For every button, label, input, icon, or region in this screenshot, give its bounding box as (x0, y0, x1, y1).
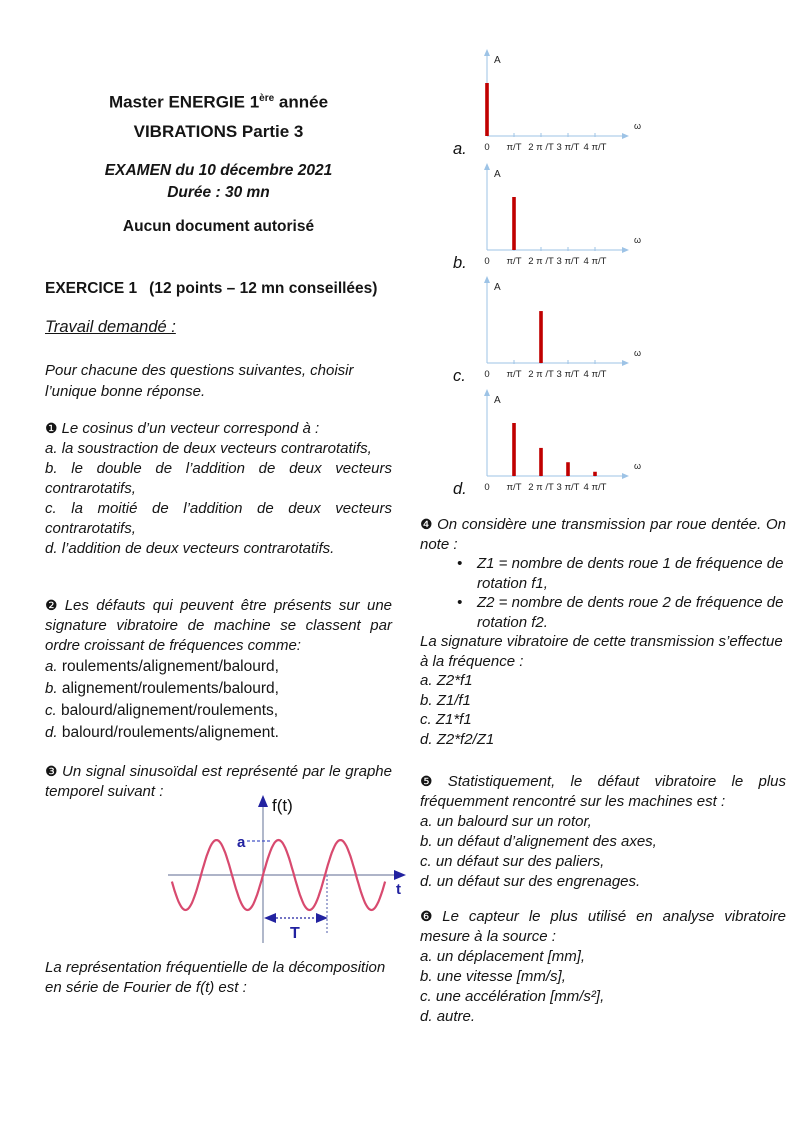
svg-text:0: 0 (484, 482, 490, 493)
time-label: t (396, 881, 401, 898)
question-2-option-c: c. balourd/alignement/roulements, (45, 702, 279, 719)
svg-text:2 π /T: 2 π /T (528, 482, 554, 493)
figure-label-c: c. (453, 367, 466, 385)
spectrum-chart-b (420, 154, 786, 272)
question-2 (45, 595, 392, 744)
exercise-label: EXERCICE 1 (45, 280, 138, 297)
question-3-number: ❸ (45, 763, 58, 779)
svg-text:ω: ω (634, 461, 642, 471)
question-6-option-d: d. autre. (420, 1008, 476, 1025)
question-4-option-a: a. Z2*f1 (420, 672, 473, 689)
intro-paragraph: Pour chacune des questions suivantes, choisir l’unique bonne réponse. (45, 362, 354, 400)
question-1-stem: ❶ Le cosinus d’un vecteur correspond à : (45, 420, 320, 437)
signal-title: f(t) (272, 796, 293, 815)
question-1-option-b: b. le double de l’addition de deux vecteurs contrarotatifs, (45, 460, 392, 497)
exam-info (45, 160, 392, 204)
question-6-option-b: b. une vitesse [mm/s], (420, 968, 566, 985)
svg-text:2 π /T: 2 π /T (528, 142, 554, 153)
svg-text:0: 0 (484, 142, 490, 153)
svg-text:4 π/T: 4 π/T (583, 256, 607, 267)
document-title (45, 84, 392, 146)
question-4-definitions (420, 554, 786, 632)
period-label: T (290, 925, 300, 942)
question-1-option-c: c. la moitié de l’addition de deux vecteurs contrarotatifs, (45, 500, 392, 537)
svg-text:π/T: π/T (506, 482, 522, 493)
svg-text:3 π/T: 3 π/T (556, 256, 580, 267)
svg-text:0: 0 (484, 369, 490, 380)
question-1-option-a: a. la soustraction de deux vecteurs contrarotatifs, (45, 440, 372, 457)
question-4-continuation: La signature vibratoire de cette transmission s’effectue à la fréquence : (420, 633, 783, 670)
question-5-number: ❺ (420, 773, 444, 789)
right-column (420, 0, 786, 1123)
amplitude-label: a (237, 834, 246, 851)
question-5-stem: ❺ Statistiquement, le défaut vibratoire le plus fréquemment rencontré sur les machines est : (420, 773, 786, 810)
period-arrow-right (316, 913, 328, 923)
question-2-option-a: a. roulements/alignement/balourd, (45, 658, 279, 675)
left-column (45, 0, 401, 1123)
svg-text:4 π/T: 4 π/T (583, 369, 607, 380)
title-line-2: VIBRATIONS Partie 3 (133, 121, 304, 141)
exam-date: EXAMEN du 10 décembre 2021 (104, 162, 333, 179)
svg-text:π/T: π/T (506, 369, 522, 380)
question-1-number: ❶ (45, 420, 58, 436)
title-line-1: Master ENERGIE 1ère année (108, 92, 329, 112)
svg-text:A: A (494, 55, 501, 66)
spectrum-figure-a (420, 40, 786, 158)
spectrum-figure-d (420, 380, 786, 498)
question-5-option-c: c. un défaut sur des paliers, (420, 853, 605, 870)
time-axis-arrow (394, 870, 406, 880)
exercise-points: (12 points – 12 mn conseillées) (149, 280, 378, 297)
question-5-option-b: b. un défaut d’alignement des axes, (420, 833, 657, 850)
question-5-option-d: d. un défaut sur des engrenages. (420, 873, 641, 890)
svg-text:ω: ω (634, 121, 642, 131)
question-6-option-a: a. un déplacement [mm], (420, 948, 586, 965)
question-3-closing: La représentation fréquentielle de la décomposition en série de Fourier de f(t) est : (45, 959, 386, 996)
question-4-option-d: d. Z2*f2/Z1 (420, 730, 495, 748)
svg-text:ω: ω (634, 348, 642, 358)
definition-z1: • Z1 = nombre de dents roue 1 de fréquence de rotation f1, (420, 554, 786, 593)
exam-duration: Durée : 30 mn (167, 184, 270, 201)
question-6 (420, 906, 786, 1027)
question-4-stem: ❹ On considère une transmission par roue dentée. On note : (420, 516, 786, 553)
spectrum-figure-c (420, 267, 786, 385)
svg-text:2 π /T: 2 π /T (528, 256, 554, 267)
spectrum-chart-c (420, 267, 786, 385)
time-signal-figure (100, 795, 420, 955)
question-1-option-d: d. l’addition de deux vecteurs contrarotatifs. (45, 540, 335, 557)
exercise-heading (45, 280, 392, 298)
question-2-number: ❷ (45, 597, 61, 613)
question-4 (420, 515, 786, 749)
question-4-option-c: c. Z1*f1 (420, 711, 472, 728)
svg-text:3 π/T: 3 π/T (556, 482, 580, 493)
question-2-stem: ❷ Les défauts qui peuvent être présents sur une signature vibratoire de machine se classent par ordre croissant de fréquences comme: (45, 597, 392, 654)
period-arrow-left (264, 913, 276, 923)
svg-text:π/T: π/T (506, 142, 522, 153)
figure-label-a: a. (453, 140, 467, 158)
question-4-number: ❹ (420, 516, 434, 532)
svg-text:4 π/T: 4 π/T (583, 142, 607, 153)
question-6-stem: ❻ Le capteur le plus utilisé en analyse vibratoire mesure à la source : (420, 908, 786, 945)
question-6-number: ❻ (420, 908, 439, 924)
spectrum-figure-b (420, 154, 786, 272)
svg-text:ω: ω (634, 235, 642, 245)
spectrum-chart-d (420, 380, 786, 498)
svg-text:A: A (494, 395, 501, 406)
question-2-option-b: b. alignement/roulements/balourd, (45, 680, 279, 697)
svg-text:3 π/T: 3 π/T (556, 142, 580, 153)
question-3-stem: ❸ Un signal sinusoïdal est représenté par le graphe temporel suivant : (45, 763, 392, 800)
figure-label-d: d. (453, 480, 467, 498)
question-5-option-a: a. un balourd sur un rotor, (420, 813, 592, 830)
question-4-option-b: b. Z1/f1 (420, 691, 471, 709)
title-superscript: ère (259, 93, 275, 104)
spectrum-chart-a (420, 40, 786, 158)
svg-text:2 π /T: 2 π /T (528, 369, 554, 380)
svg-text:π/T: π/T (506, 256, 522, 267)
svg-text:A: A (494, 282, 501, 293)
svg-text:3 π/T: 3 π/T (556, 369, 580, 380)
amplitude-axis-arrow (258, 795, 268, 807)
question-1 (45, 418, 392, 559)
question-2-option-d: d. balourd/roulements/alignement. (45, 724, 279, 741)
document-notice: Aucun document autorisé (122, 218, 315, 235)
svg-text:A: A (494, 169, 501, 180)
work-heading: Travail demandé : (45, 318, 176, 336)
question-5 (420, 771, 786, 892)
question-6-option-c: c. une accélération [mm/s²], (420, 988, 605, 1005)
svg-text:4 π/T: 4 π/T (583, 482, 607, 493)
svg-text:0: 0 (484, 256, 490, 267)
definition-z2: • Z2 = nombre de dents roue 2 de fréquence de rotation f2. (420, 593, 786, 632)
figure-label-b: b. (453, 254, 467, 272)
